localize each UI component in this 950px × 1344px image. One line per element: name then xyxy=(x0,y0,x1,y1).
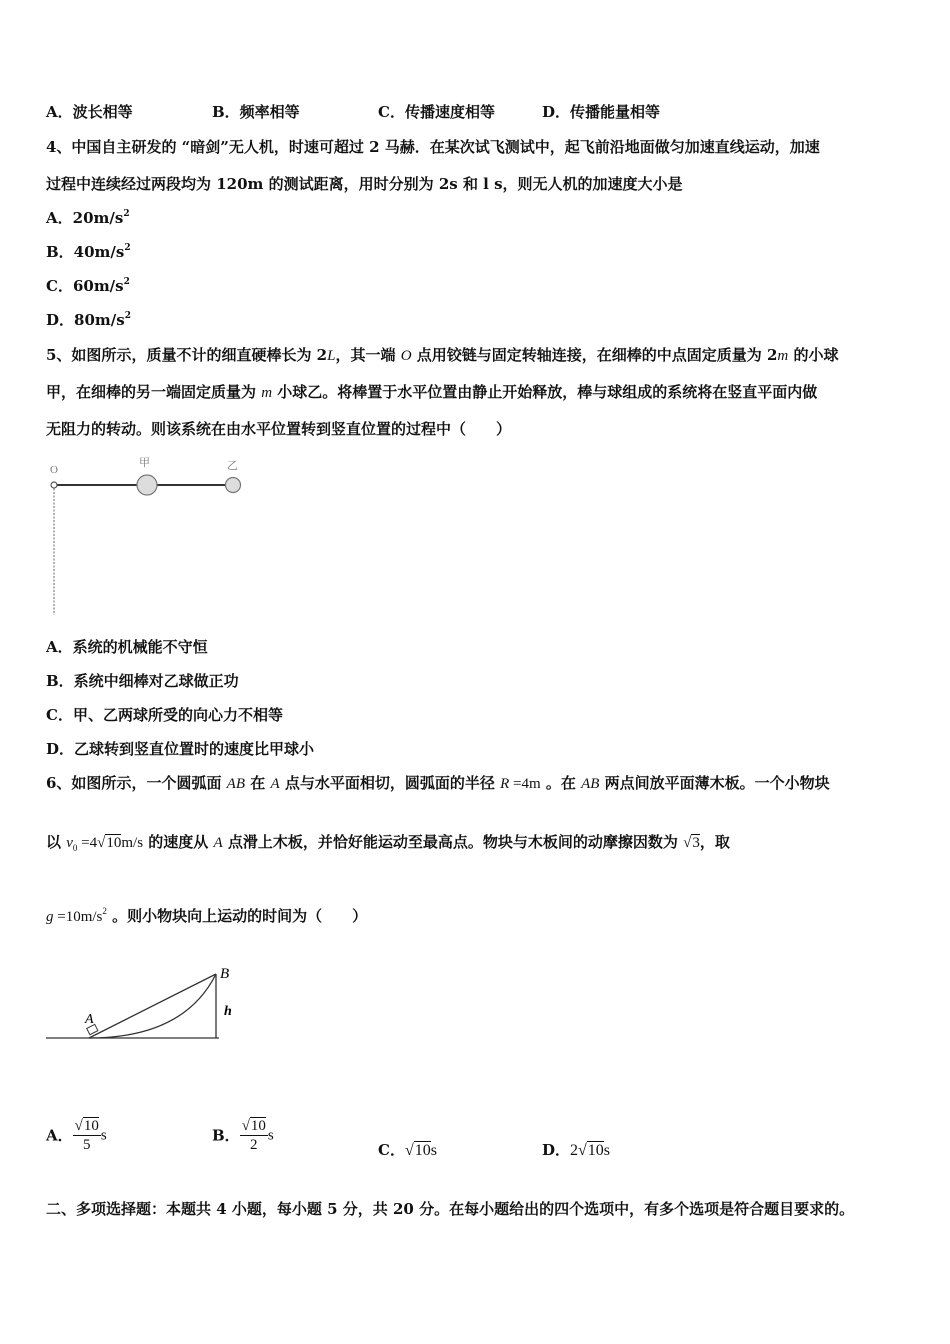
section2-heading: 二、多项选择题：本题共 4 小题，每小题 5 分，共 20 分。在每小题给出的四个选项中，有多个选项是符合题目要求的。 xyxy=(46,1200,855,1218)
q6-incline-figure xyxy=(44,960,254,1045)
q6-stem-line1: 6、如图所示，一个圆弧面 AB 在 A 点与水平面相切，圆弧面的半径 R =4m 。在 AB 两点间放平面薄木板。一个小物块 xyxy=(46,774,830,792)
q6-option-d: D．2√10s xyxy=(542,1141,611,1159)
q5-rod-figure xyxy=(40,450,260,620)
q3-option-b: B．频率相等 xyxy=(212,103,300,121)
q3-option-c: C．传播速度相等 xyxy=(378,103,495,121)
q5-stem-line1: 5、如图所示，质量不计的细直硬棒长为 2L，其一端 O 点用铰链与固定转轴连接，在细棒的中点固定质量为 2m 的小球 xyxy=(46,346,839,364)
q4-option-c: C．$60m/s^2$ xyxy=(46,277,130,295)
q6-option-c: C．√10s xyxy=(378,1141,437,1159)
q5-stem-line3: 无阻力的转动。则该系统在由水平位置转到竖直位置的过程中（ ） xyxy=(46,420,512,438)
q4-stem-line1: 4、中国自主研发的 “暗剑”无人机，时速可超过 2 马赫．在某次试飞测试中，起飞前沿地面做匀加速直线运动，加速 xyxy=(46,138,820,156)
pivot-o xyxy=(51,482,57,488)
label-yi: 乙 xyxy=(227,460,238,472)
label-b: B xyxy=(220,966,230,982)
q3-option-d: D．传播能量相等 xyxy=(542,103,661,121)
q6-option-a: A． $\frac{√10}{5}$ s xyxy=(46,1118,107,1153)
label-h: h xyxy=(224,1004,232,1019)
q4-option-d: D．$80m/s^2$ xyxy=(46,311,131,329)
q3-option-a: A．波长相等 xyxy=(46,103,133,121)
q4-option-a: A．$20m/s^2$ xyxy=(46,209,130,227)
ball-yi xyxy=(226,478,241,493)
q5-option-b: B．系统中细棒对乙球做正功 xyxy=(46,672,239,690)
q4-stem-line2: 过程中连续经过两段均为 120m 的测试距离，用时分别为 2s 和 l s，则无人机的加速度大小是 xyxy=(46,175,683,193)
label-a: A xyxy=(85,1012,94,1027)
q5-stem-line2: 甲，在细棒的另一端固定质量为 m 小球乙。将棒置于水平位置由静止开始释放，棒与球组成的系统将在竖直平面内做 xyxy=(46,383,818,401)
label-o: O xyxy=(50,464,58,476)
q6-stem-line2: 以 $v_0 =4√10m/s$ 的速度从 A 点滑上木板，并恰好能运动至最高点。物块与木板间的动摩擦因数为 √3，取 xyxy=(46,833,730,853)
q5-option-c: C．甲、乙两球所受的向心力不相等 xyxy=(46,706,283,724)
q6-option-b: B． $\frac{√10}{2}$ s xyxy=(212,1118,274,1153)
q6-stem-line3: $g =10m/s^2$ 。则小物块向上运动的时间为（ ） xyxy=(46,906,368,925)
ball-jia xyxy=(137,475,157,495)
q4-option-b: B．$40m/s^2$ xyxy=(46,243,131,261)
q5-option-a: A．系统的机械能不守恒 xyxy=(46,638,208,656)
label-jia: 甲 xyxy=(139,457,150,469)
q5-option-d: D．乙球转到竖直位置时的速度比甲球小 xyxy=(46,740,315,758)
